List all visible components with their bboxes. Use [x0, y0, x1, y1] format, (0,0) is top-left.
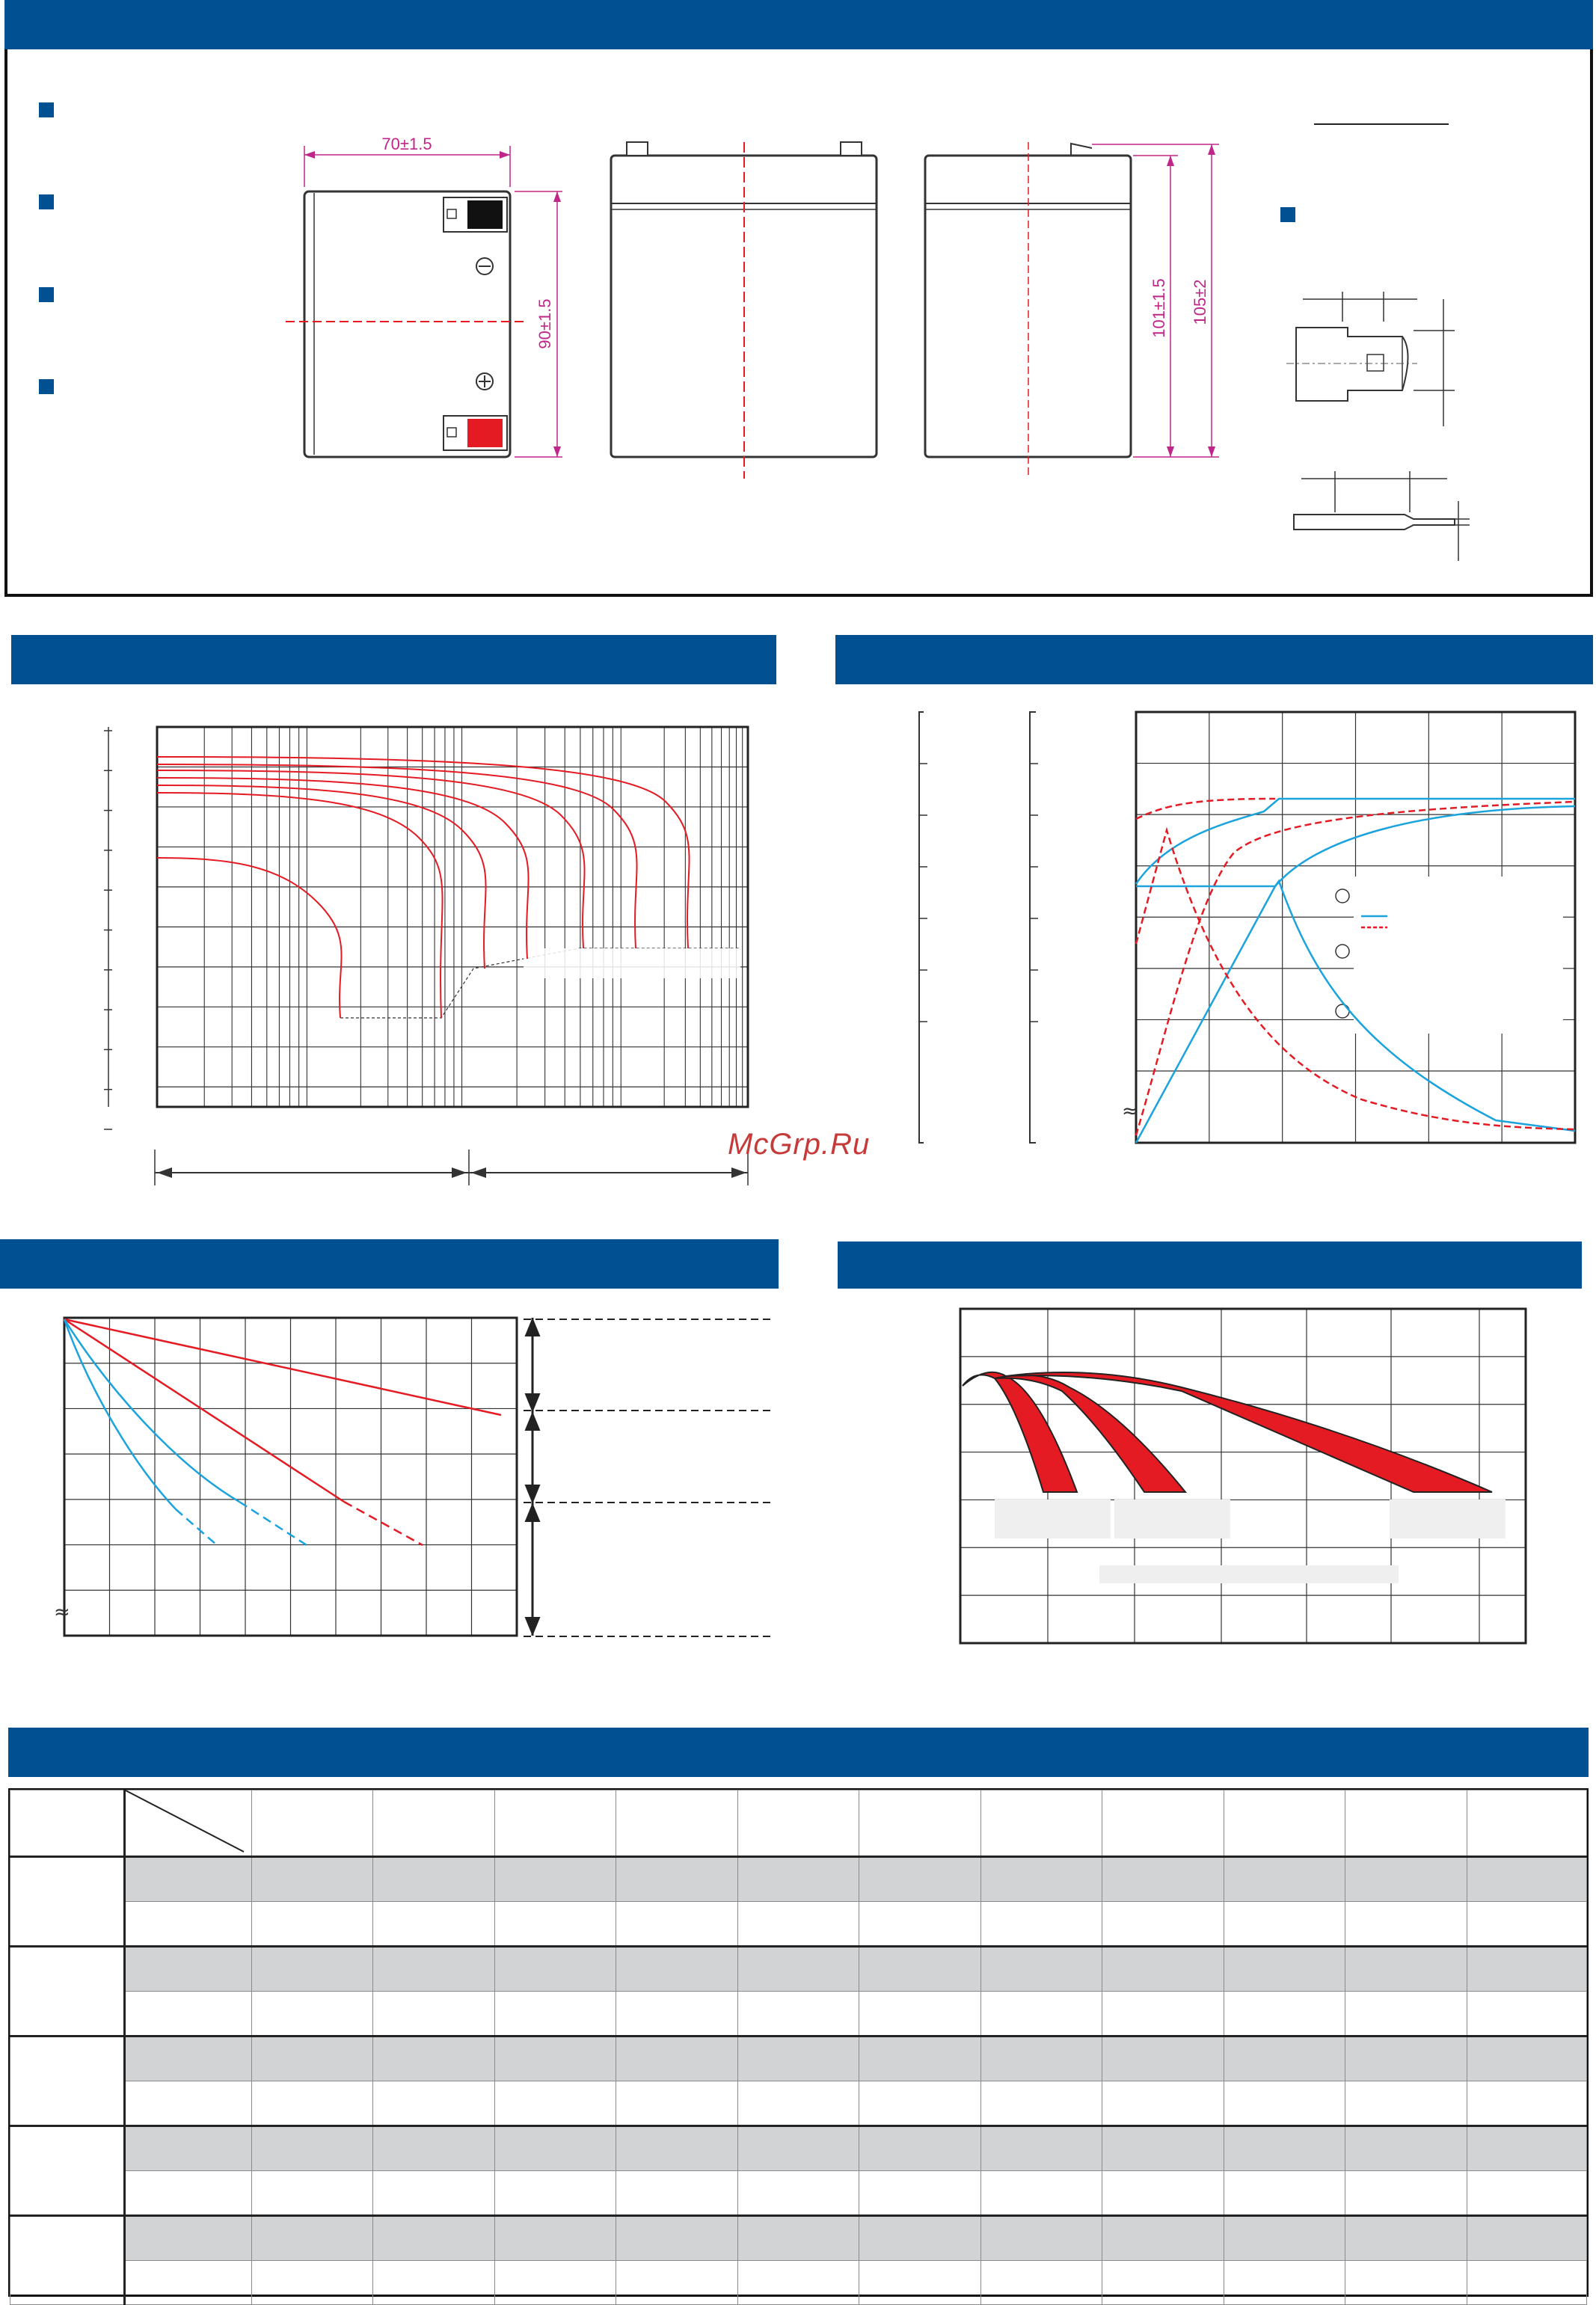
- dim-height-container: 101±1.5: [1150, 278, 1168, 338]
- dim-depth: 90±1.5: [535, 298, 554, 349]
- table-row: [10, 2037, 1587, 2081]
- life-label-box-2: [1114, 1500, 1230, 1538]
- table-row: [10, 1857, 1587, 1902]
- table-row: [10, 2171, 1587, 2216]
- table-header-row: [10, 1790, 1587, 1857]
- axis-break-icon: ≈: [1122, 1100, 1138, 1123]
- dim-height-total: 105±2: [1191, 279, 1209, 325]
- axis-break-icon: ≈: [54, 1601, 70, 1624]
- table-row: [10, 2081, 1587, 2126]
- table-row: [10, 1992, 1587, 2037]
- discharge-data-table: [10, 1790, 1587, 2305]
- table-row: [10, 2126, 1587, 2171]
- life-band-3: [1006, 1372, 1492, 1492]
- dim-width: 70±1.5: [381, 135, 432, 153]
- life-label-box-1: [995, 1500, 1111, 1538]
- table-row: [10, 2216, 1587, 2261]
- life-bands: [963, 1372, 1492, 1492]
- table-row: [10, 2261, 1587, 2305]
- watermark-text: McGrp.Ru: [728, 1128, 871, 1161]
- life-label-box-3: [1390, 1500, 1506, 1538]
- table-row: [10, 1902, 1587, 1947]
- table-row: [10, 1947, 1587, 1992]
- table-diagonal-header: [124, 1790, 251, 1857]
- life-xaxis-label-box: [1099, 1565, 1399, 1583]
